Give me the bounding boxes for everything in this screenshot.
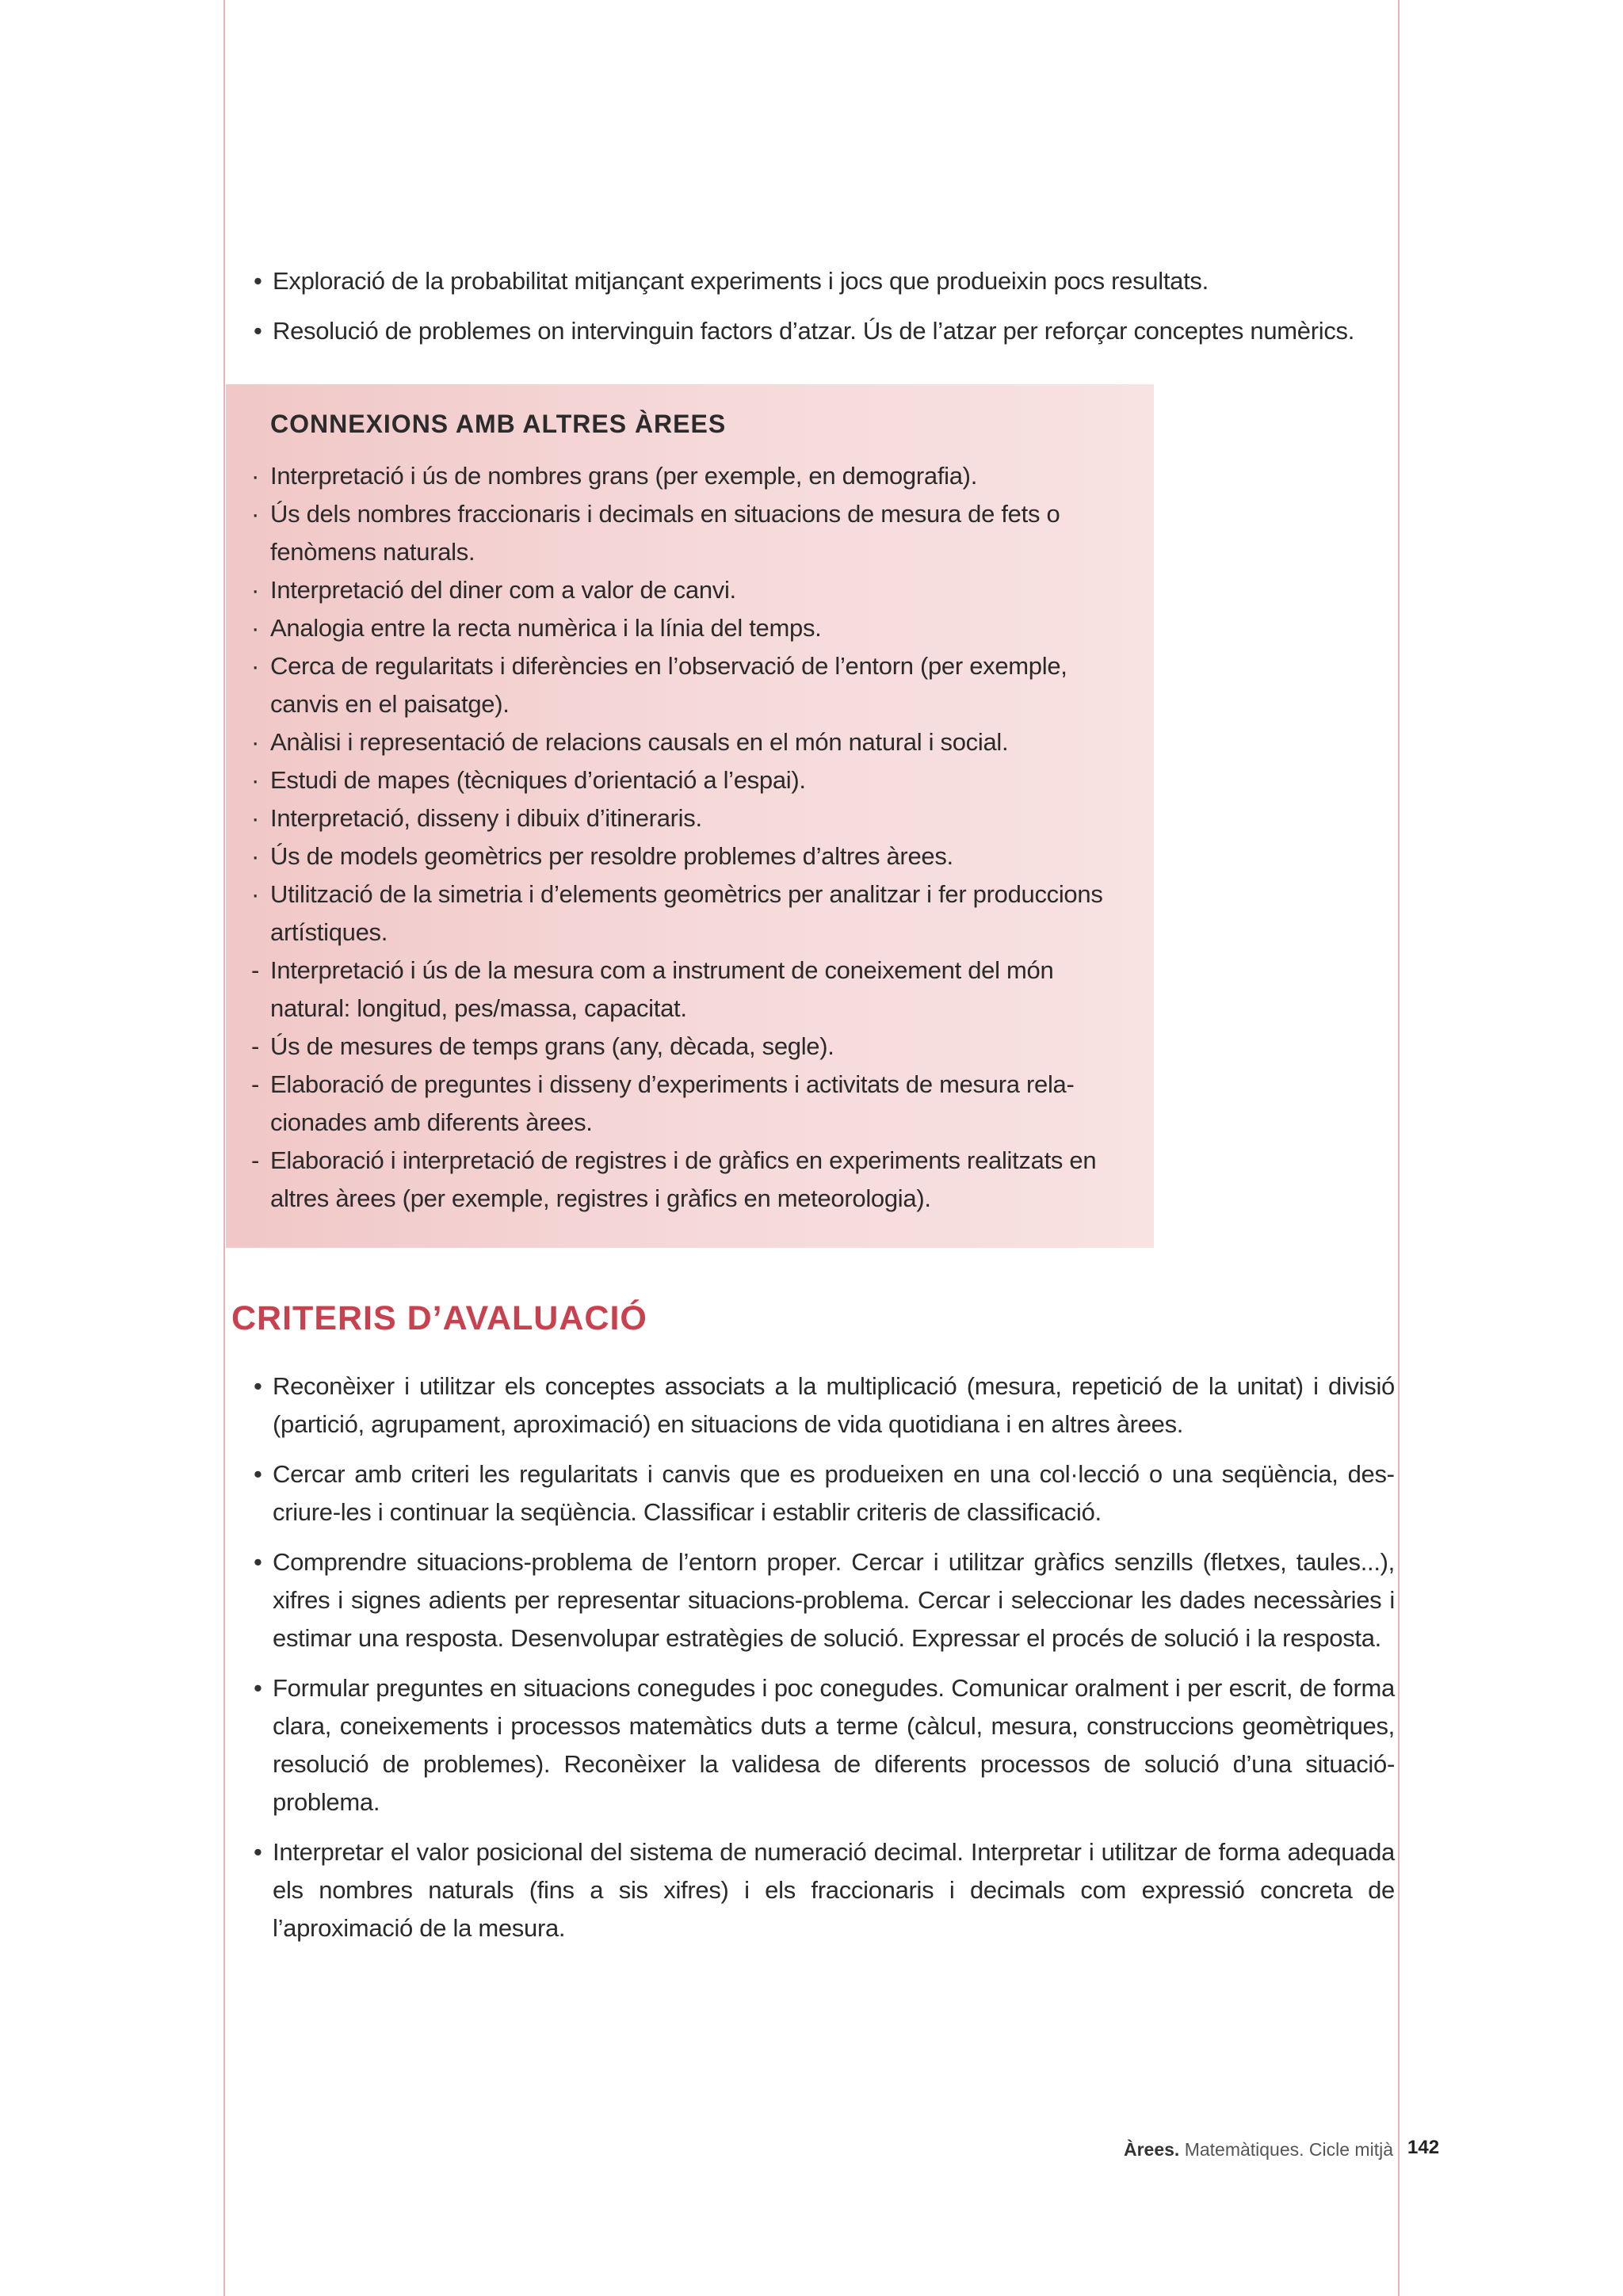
list-item bbox=[251, 647, 1131, 723]
list-item: • Comprendre situacions-problema de l’entorn proper. Cercar i utilitzar gràfics senzills (fletxes, taules...), xifres i signes adients per representar situacions-problema. Cercar i seleccionar les dades necessàries i estimar una resposta. Desenvolupar estratègies de solució. Expressar el procés de solució i la resposta. bbox=[254, 1543, 1395, 1657]
connexions-title: CONNEXIONS AMB ALTRES ÀREES bbox=[270, 410, 727, 438]
connexions-list bbox=[251, 457, 1131, 1218]
list-item: • Interpretar el valor posicional del sistema de numeració decimal. Interpretar i utilitzar de forma adequada els nombres naturals (fins a sis xifres) i els fraccionaris i decimals com expressió concreta de l’aproximació de la mesura. bbox=[254, 1833, 1395, 1947]
item-marker: · bbox=[251, 652, 260, 680]
list-item bbox=[251, 495, 1131, 571]
list-item bbox=[251, 609, 1131, 647]
item-text: Ús de mesures de temps grans (any, dècada, segle). bbox=[270, 1032, 834, 1060]
list-item bbox=[251, 571, 1131, 609]
top-bullet-list bbox=[254, 262, 1395, 362]
list-item: • Cercar amb criteri les regularitats i canvis que es produeixen en una col·lecció o una seqüència, descriure-les i continuar la seqüència. Classificar i establir criteris de classificació. bbox=[254, 1455, 1395, 1531]
page-number: 142 bbox=[1407, 2137, 1440, 2158]
item-marker: · bbox=[251, 462, 260, 490]
item-marker: - bbox=[251, 1146, 260, 1174]
item-text: Interpretació i ús de la mesura com a instrument de coneixement del món natural: longitud, pes/massa, capacitat. bbox=[270, 956, 1054, 1022]
item-text: Cerca de regularitats i diferències en l’observació de l’entorn (per exemple, canvis en el paisatge). bbox=[270, 652, 1067, 718]
item-text: Interpretació i ús de nombres grans (per exemple, en demografia). bbox=[270, 462, 978, 490]
item-marker: - bbox=[251, 1070, 260, 1098]
item-text: Interpretació del diner com a valor de canvi. bbox=[270, 576, 736, 604]
list-item bbox=[251, 799, 1131, 837]
list-item bbox=[251, 875, 1131, 952]
list-item: • Reconèixer i utilitzar els conceptes associats a la multiplicació (mesura, repetició de la unitat) i divisió (partició, agrupament, aproximació) en situacions de vida quotidiana i en altres àrees. bbox=[254, 1367, 1395, 1444]
item-marker: - bbox=[251, 1032, 260, 1060]
item-marker: · bbox=[251, 766, 260, 794]
list-item bbox=[251, 761, 1131, 799]
item-marker: · bbox=[251, 804, 260, 832]
item-marker: · bbox=[251, 842, 260, 870]
item-marker: · bbox=[251, 614, 260, 642]
item-text: Ús dels nombres fraccionaris i decimals en situacions de mesura de fets o fenòmens naturals. bbox=[270, 500, 1060, 566]
list-item: • Exploració de la probabilitat mitjançant experiments i jocs que produeixin pocs resultats. bbox=[254, 262, 1395, 300]
item-text: Elaboració i interpretació de registres i de gràfics en experiments realitzats en altres àrees (per exemple, registres i gràfics en meteorologia). bbox=[270, 1146, 1097, 1212]
right-margin-rule bbox=[1398, 0, 1400, 2296]
section-title-criteris: CRITERIS D’AVALUACIÓ bbox=[231, 1299, 647, 1337]
left-margin-rule bbox=[223, 0, 225, 2296]
list-item bbox=[251, 1142, 1131, 1218]
item-marker: · bbox=[251, 500, 260, 528]
list-item bbox=[251, 1066, 1131, 1142]
criteris-list bbox=[254, 1367, 1395, 1959]
footer-area: Àrees. bbox=[1123, 2139, 1180, 2160]
connexions-panel bbox=[226, 384, 1154, 1248]
item-text: Elaboració de preguntes i disseny d’experiments i activitats de mesura relacionades amb diferents àrees. bbox=[270, 1070, 1075, 1136]
list-item bbox=[251, 952, 1131, 1028]
footer-subject: Matemàtiques. Cicle mitjà bbox=[1184, 2139, 1393, 2160]
item-text: Estudi de mapes (tècniques d’orientació a l’espai). bbox=[270, 766, 806, 794]
item-text: Anàlisi i representació de relacions causals en el món natural i social. bbox=[270, 728, 1009, 756]
list-item: • Formular preguntes en situacions conegudes i poc conegudes. Comunicar oralment i per escrit, de forma clara, coneixements i processos matemàtics duts a terme (càlcul, mesura, construccions geomètriques, resolució de problemes). Reconèixer la validesa de diferents processos de solució d’una situació-problema. bbox=[254, 1669, 1395, 1821]
item-text: Ús de models geomètrics per resoldre problemes d’altres àrees. bbox=[270, 842, 953, 870]
item-text: Analogia entre la recta numèrica i la línia del temps. bbox=[270, 614, 822, 642]
item-text: Interpretació, disseny i dibuix d’itineraris. bbox=[270, 804, 702, 832]
list-item bbox=[251, 457, 1131, 495]
list-item: • Resolució de problemes on intervinguin factors d’atzar. Ús de l’atzar per reforçar conceptes numèrics. bbox=[254, 312, 1395, 350]
footer-running-title bbox=[1124, 2139, 1393, 2161]
item-marker: · bbox=[251, 880, 260, 908]
list-item bbox=[251, 837, 1131, 875]
item-text: Utilització de la simetria i d’elements geomètrics per analitzar i fer produccions artístiques. bbox=[270, 880, 1103, 946]
item-marker: · bbox=[251, 728, 260, 756]
list-item bbox=[251, 723, 1131, 761]
item-marker: · bbox=[251, 576, 260, 604]
item-marker: - bbox=[251, 956, 260, 984]
list-item bbox=[251, 1028, 1131, 1066]
